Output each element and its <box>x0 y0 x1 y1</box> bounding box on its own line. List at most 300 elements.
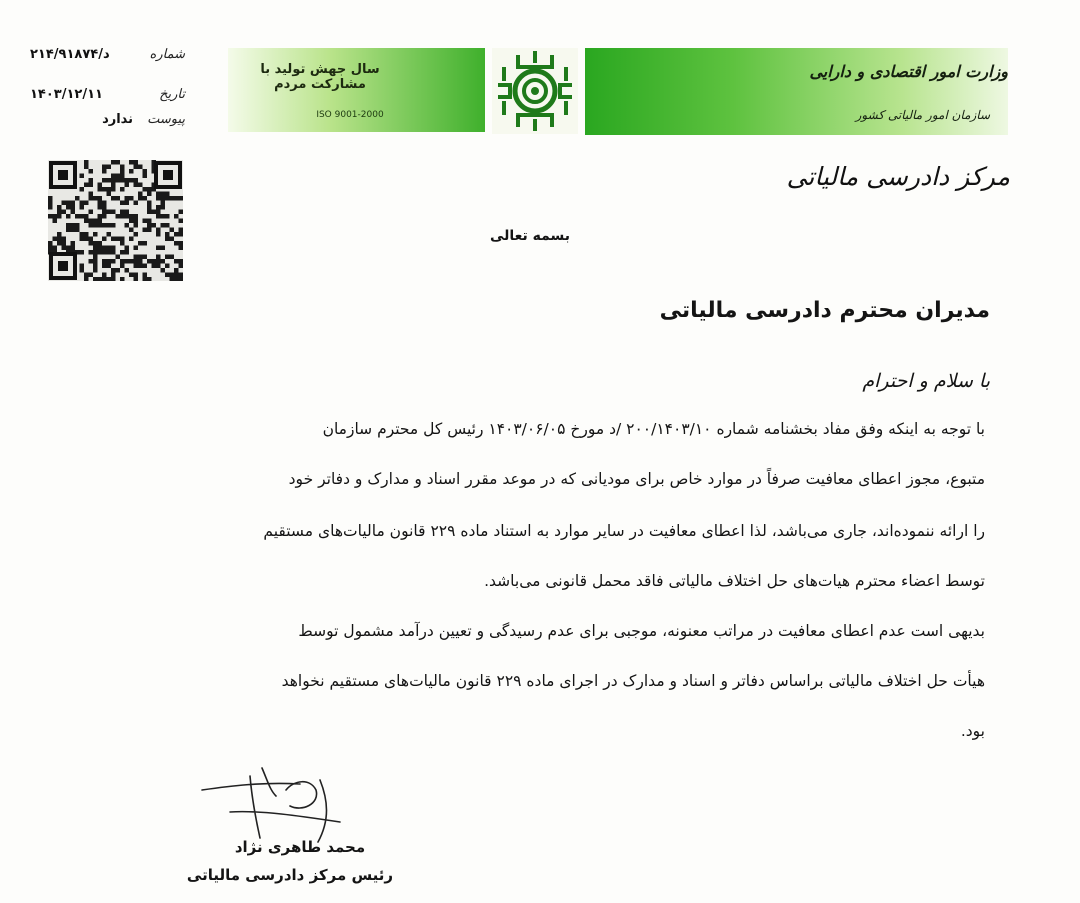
qr-module <box>48 205 53 210</box>
qr-module <box>89 273 94 278</box>
qr-module <box>143 219 148 224</box>
qr-module <box>57 241 62 246</box>
body-line: هیأت حل اختلاف مالیاتی براساس دفاتر و اسناد و مدارک در اجرای ماده ۲۲۹ قانون مالیات‌های مستقیم نخواهد <box>281 672 985 690</box>
qr-module <box>125 183 130 188</box>
qr-module <box>84 214 89 219</box>
qr-module <box>156 264 161 269</box>
qr-module <box>107 223 112 228</box>
qr-module <box>57 210 62 215</box>
qr-module <box>174 232 179 237</box>
qr-module <box>174 241 179 246</box>
letter-number: د/۲۱۴/۹۱۸۷۴ <box>30 46 110 62</box>
qr-module <box>161 196 166 201</box>
qr-module <box>102 273 107 278</box>
qr-module <box>66 223 71 228</box>
qr-module <box>116 160 121 165</box>
qr-module <box>111 223 116 228</box>
emblem-logo <box>488 45 582 137</box>
qr-module <box>156 192 161 197</box>
qr-module <box>161 223 166 228</box>
qr-module <box>120 250 125 255</box>
qr-module <box>107 187 112 192</box>
qr-module <box>138 264 143 269</box>
qr-module <box>129 160 134 165</box>
qr-module <box>161 192 166 197</box>
qr-module <box>125 214 130 219</box>
qr-module <box>170 237 175 242</box>
qr-module <box>102 187 107 192</box>
qr-module <box>120 165 125 170</box>
qr-module <box>93 268 98 273</box>
qr-module <box>134 273 139 278</box>
signatory-name: محمد طاهری نژاد <box>234 838 366 856</box>
qr-module <box>120 174 125 179</box>
qr-module <box>48 201 53 206</box>
qr-module <box>98 196 103 201</box>
qr-module <box>147 228 152 233</box>
qr-code <box>48 160 183 281</box>
qr-module <box>107 192 112 197</box>
qr-module <box>102 205 107 210</box>
qr-module <box>102 277 107 281</box>
qr-module <box>89 259 94 264</box>
qr-module <box>62 246 67 251</box>
qr-module <box>179 196 184 201</box>
qr-module <box>134 201 139 206</box>
qr-module <box>161 205 166 210</box>
qr-module <box>102 214 107 219</box>
qr-module <box>120 210 125 215</box>
qr-module <box>93 250 98 255</box>
qr-module <box>98 187 103 192</box>
qr-module <box>120 264 125 269</box>
qr-module <box>62 237 67 242</box>
qr-module <box>80 264 85 269</box>
qr-module <box>156 255 161 260</box>
qr-module <box>161 214 166 219</box>
qr-module <box>102 178 107 183</box>
greeting: با سلام و احترام <box>862 370 990 392</box>
qr-module <box>134 183 139 188</box>
qr-module <box>66 228 71 233</box>
qr-module <box>129 259 134 264</box>
qr-module <box>147 219 152 224</box>
qr-module <box>174 196 179 201</box>
qr-module <box>134 178 139 183</box>
qr-module <box>71 223 76 228</box>
qr-module <box>89 169 94 174</box>
qr-module <box>134 223 139 228</box>
qr-module <box>98 205 103 210</box>
qr-module <box>165 264 170 269</box>
qr-module <box>57 237 62 242</box>
qr-module <box>62 201 67 206</box>
qr-module <box>107 210 112 215</box>
qr-module <box>89 192 94 197</box>
qr-module <box>156 259 161 264</box>
qr-module <box>116 268 121 273</box>
letter-meta <box>30 42 185 130</box>
qr-module <box>152 210 157 215</box>
qr-module <box>152 264 157 269</box>
qr-module <box>66 201 71 206</box>
qr-module <box>66 246 71 251</box>
qr-module <box>134 277 139 281</box>
qr-module <box>48 196 53 201</box>
qr-module <box>98 246 103 251</box>
qr-module <box>80 214 85 219</box>
center-name: مرکز دادرسی مالیاتی <box>786 162 1010 191</box>
letter-date: ۱۴۰۳/۱۲/۱۱ <box>30 86 103 102</box>
qr-module <box>57 205 62 210</box>
qr-module <box>156 205 161 210</box>
qr-module <box>48 241 53 246</box>
qr-module <box>71 201 76 206</box>
qr-module <box>143 187 148 192</box>
body-line: را ارائه ننموده‌اند، جاری می‌باشد، لذا اعطای معافیت در سایر موارد به استناد ماده ۲۲۹ قانون مالیات‌های مستقیم <box>263 522 985 540</box>
qr-module <box>80 174 85 179</box>
qr-module <box>111 277 116 281</box>
qr-module <box>57 214 62 219</box>
qr-module <box>102 250 107 255</box>
qr-module <box>165 196 170 201</box>
qr-module <box>134 264 139 269</box>
qr-module <box>116 196 121 201</box>
qr-module <box>102 259 107 264</box>
qr-module <box>179 259 184 264</box>
qr-module <box>111 259 116 264</box>
qr-module <box>147 201 152 206</box>
qr-module <box>89 237 94 242</box>
qr-module <box>98 223 103 228</box>
qr-module <box>179 210 184 215</box>
qr-module <box>170 228 175 233</box>
qr-module <box>111 237 116 242</box>
qr-module <box>84 183 89 188</box>
qr-module <box>125 259 130 264</box>
qr-module <box>84 165 89 170</box>
slogan: سال جهش تولید با مشارکت مردم <box>260 62 380 92</box>
qr-module <box>102 223 107 228</box>
qr-module <box>93 255 98 260</box>
qr-module <box>143 255 148 260</box>
qr-module <box>143 273 148 278</box>
qr-module <box>143 264 148 269</box>
qr-module <box>53 237 58 242</box>
qr-module <box>134 165 139 170</box>
qr-module <box>80 187 85 192</box>
qr-module <box>125 210 130 215</box>
qr-module <box>170 277 175 281</box>
qr-module <box>84 277 89 281</box>
qr-module <box>165 223 170 228</box>
qr-module <box>111 268 116 273</box>
qr-module <box>62 241 67 246</box>
qr-module <box>156 232 161 237</box>
qr-module <box>89 219 94 224</box>
qr-module <box>93 232 98 237</box>
qr-module <box>120 237 125 242</box>
qr-module <box>93 264 98 269</box>
qr-module <box>98 183 103 188</box>
qr-module <box>152 259 157 264</box>
qr-module <box>147 223 152 228</box>
qr-module <box>116 214 121 219</box>
qr-module <box>80 237 85 242</box>
qr-module <box>93 219 98 224</box>
qr-module <box>134 214 139 219</box>
qr-module <box>143 174 148 179</box>
qr-module <box>116 174 121 179</box>
qr-module <box>84 273 89 278</box>
qr-module <box>48 214 53 219</box>
qr-module <box>71 241 76 246</box>
qr-module <box>107 277 112 281</box>
bismillah: بسمه تعالی <box>489 228 571 244</box>
qr-module <box>129 214 134 219</box>
qr-module <box>111 196 116 201</box>
qr-module <box>107 259 112 264</box>
qr-module <box>102 264 107 269</box>
qr-module <box>138 241 143 246</box>
qr-module <box>138 183 143 188</box>
qr-module <box>120 187 125 192</box>
qr-module <box>102 210 107 215</box>
qr-module <box>116 178 121 183</box>
qr-module <box>75 223 80 228</box>
qr-module <box>84 232 89 237</box>
attachment-label: پیوست <box>147 111 185 127</box>
qr-module <box>75 228 80 233</box>
body-line: با توجه به اینکه وفق مفاد بخشنامه شماره ۲۰۰/۱۴۰۳/۱۰ /د مورخ ۱۴۰۳/۰۶/۰۵ رئیس کل محترم سازمان <box>322 420 985 438</box>
qr-module <box>129 237 134 242</box>
qr-module <box>75 214 80 219</box>
qr-module <box>179 219 184 224</box>
qr-module <box>93 196 98 201</box>
body-line: توسط اعضاء محترم هیات‌های حل اختلاف مالیاتی فاقد محمل قانونی می‌باشد. <box>484 572 985 590</box>
qr-module <box>179 264 184 269</box>
qr-module <box>89 241 94 246</box>
qr-module <box>174 268 179 273</box>
qr-module <box>134 160 139 165</box>
qr-module <box>107 250 112 255</box>
qr-module <box>161 259 166 264</box>
qr-module <box>93 246 98 251</box>
qr-module <box>165 237 170 242</box>
qr-module <box>156 196 161 201</box>
qr-module <box>129 178 134 183</box>
qr-module <box>161 268 166 273</box>
qr-module <box>170 196 175 201</box>
qr-module <box>111 273 116 278</box>
qr-module <box>147 192 152 197</box>
qr-module <box>102 246 107 251</box>
qr-module <box>89 178 94 183</box>
qr-module <box>129 228 134 233</box>
qr-module <box>174 273 179 278</box>
qr-module <box>98 241 103 246</box>
body-line: متبوع، مجوز اعطای معافیت صرفاً در موارد خاص برای مودیانی که در موعد مقرر اسناد و مدارک و دفاتر خود <box>288 470 985 488</box>
qr-module <box>120 214 125 219</box>
qr-module <box>53 246 58 251</box>
qr-module <box>98 219 103 224</box>
qr-module <box>165 192 170 197</box>
qr-module <box>125 246 130 251</box>
qr-module <box>111 187 116 192</box>
qr-module <box>147 205 152 210</box>
qr-module <box>98 201 103 206</box>
qr-module <box>125 223 130 228</box>
qr-module <box>107 246 112 251</box>
number-label: شماره <box>149 46 185 62</box>
qr-module <box>138 259 143 264</box>
qr-module <box>98 250 103 255</box>
qr-module <box>102 165 107 170</box>
organization-name: سازمان امور مالیاتی کشور <box>855 108 990 122</box>
qr-module <box>107 178 112 183</box>
addressee: مدیران محترم دادرسی مالیاتی <box>659 298 990 323</box>
qr-module <box>120 277 125 281</box>
qr-module <box>179 246 184 251</box>
qr-module <box>89 196 94 201</box>
qr-module <box>111 246 116 251</box>
qr-module <box>174 259 179 264</box>
qr-module <box>80 250 85 255</box>
qr-module <box>107 232 112 237</box>
qr-module <box>111 210 116 215</box>
qr-module <box>98 277 103 281</box>
qr-module <box>120 259 125 264</box>
qr-module <box>174 214 179 219</box>
qr-module <box>53 219 58 224</box>
qr-module <box>75 196 80 201</box>
qr-module <box>134 232 139 237</box>
qr-module <box>62 210 67 215</box>
qr-module <box>147 277 152 281</box>
qr-module <box>156 246 161 251</box>
qr-module <box>116 255 121 260</box>
qr-module <box>147 259 152 264</box>
qr-module <box>138 255 143 260</box>
qr-module <box>66 205 71 210</box>
qr-module <box>120 169 125 174</box>
qr-module <box>125 201 130 206</box>
qr-module <box>111 160 116 165</box>
qr-module <box>129 219 134 224</box>
qr-module <box>102 201 107 206</box>
qr-module <box>120 178 125 183</box>
qr-module <box>111 183 116 188</box>
qr-module <box>89 250 94 255</box>
attachment-value: ندارد <box>102 111 134 127</box>
qr-module <box>102 169 107 174</box>
qr-module <box>84 237 89 242</box>
qr-module <box>170 255 175 260</box>
qr-module <box>134 259 139 264</box>
qr-module <box>93 259 98 264</box>
qr-module <box>71 228 76 233</box>
date-label: تاریخ <box>159 86 185 102</box>
qr-module <box>179 273 184 278</box>
qr-module <box>152 223 157 228</box>
qr-module <box>134 219 139 224</box>
qr-module <box>125 268 130 273</box>
qr-module <box>165 232 170 237</box>
qr-module <box>84 219 89 224</box>
qr-module <box>143 169 148 174</box>
qr-module <box>80 201 85 206</box>
qr-module <box>120 201 125 206</box>
qr-module <box>93 241 98 246</box>
qr-module <box>143 228 148 233</box>
qr-module <box>170 273 175 278</box>
qr-module <box>165 214 170 219</box>
qr-module <box>80 205 85 210</box>
qr-module <box>179 277 184 281</box>
qr-module <box>66 214 71 219</box>
body-line: بدیهی است عدم اعطای معافیت در مراتب معنونه، موجبی برای عدم رسیدگی و تعیین درآمد مشمول توسط <box>298 622 985 640</box>
qr-module <box>80 268 85 273</box>
qr-module <box>125 178 130 183</box>
qr-module <box>161 246 166 251</box>
qr-module <box>143 196 148 201</box>
qr-module <box>156 214 161 219</box>
qr-module <box>147 187 152 192</box>
qr-module <box>143 277 148 281</box>
qr-module <box>116 237 121 242</box>
qr-module <box>89 210 94 215</box>
qr-module <box>138 165 143 170</box>
iso-label: ISO 9001-2000 <box>316 110 384 120</box>
qr-module <box>102 237 107 242</box>
qr-module <box>129 196 134 201</box>
qr-module <box>156 210 161 215</box>
qr-module <box>48 246 53 251</box>
qr-module <box>93 277 98 281</box>
qr-module <box>111 250 116 255</box>
qr-module <box>111 174 116 179</box>
qr-module <box>111 178 116 183</box>
qr-module <box>156 228 161 233</box>
qr-module <box>165 273 170 278</box>
qr-module <box>138 196 143 201</box>
qr-module <box>179 232 184 237</box>
qr-module <box>147 210 152 215</box>
qr-module <box>71 205 76 210</box>
signatory-title: رئیس مرکز دادرسی مالیاتی <box>186 866 394 884</box>
qr-module <box>125 250 130 255</box>
qr-module <box>179 228 184 233</box>
qr-module <box>138 192 143 197</box>
qr-module <box>89 183 94 188</box>
qr-module <box>71 246 76 251</box>
body-line: بود. <box>960 722 985 740</box>
qr-module <box>93 223 98 228</box>
qr-module <box>165 255 170 260</box>
qr-module <box>107 264 112 269</box>
qr-module <box>107 165 112 170</box>
ministry-name: وزارت امور اقتصادی و دارایی <box>809 62 1008 81</box>
qr-module <box>161 201 166 206</box>
qr-module <box>129 273 134 278</box>
qr-module <box>129 169 134 174</box>
qr-module <box>98 214 103 219</box>
qr-module <box>120 241 125 246</box>
qr-module <box>143 241 148 246</box>
qr-module <box>80 232 85 237</box>
qr-module <box>53 214 58 219</box>
qr-module <box>134 246 139 251</box>
